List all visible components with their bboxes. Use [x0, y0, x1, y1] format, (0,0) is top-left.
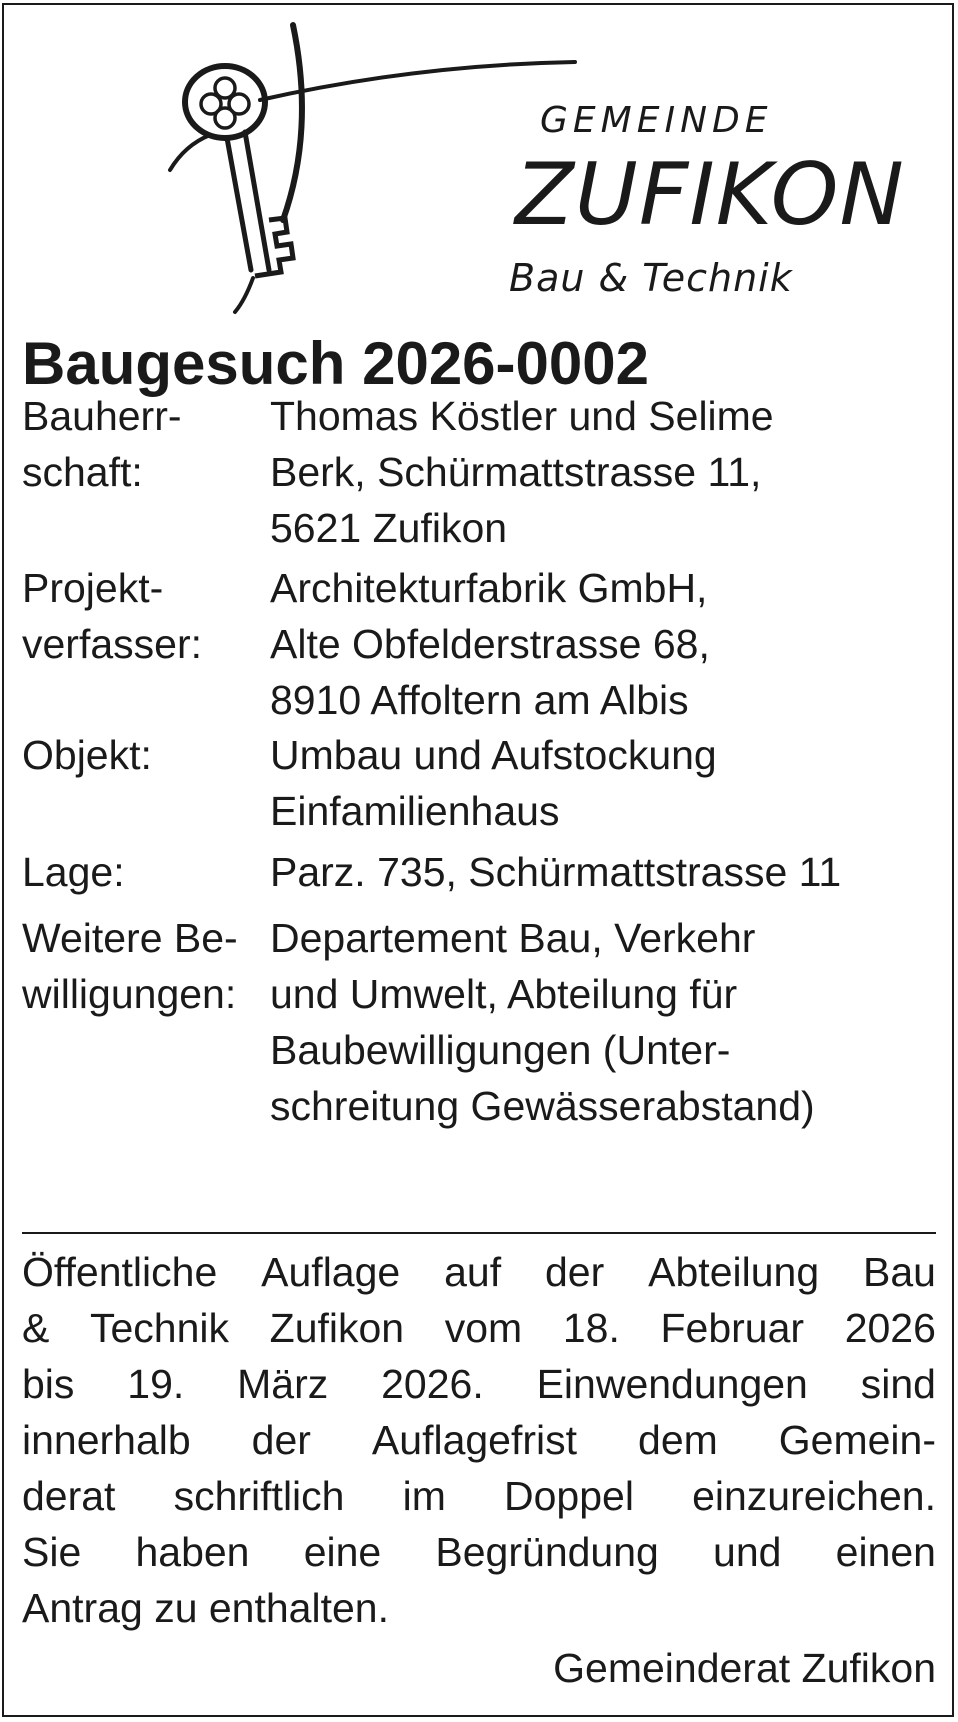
- field-label-line: verfasser:: [22, 621, 202, 667]
- notice-word: haben: [135, 1529, 250, 1575]
- field-label-line: willigungen:: [22, 971, 237, 1017]
- field-value-line: Departement Bau, Verkehr: [270, 915, 756, 961]
- field-value-line: Umbau und Aufstockung: [270, 732, 717, 778]
- notice-line: [22, 1524, 936, 1580]
- notice-word: der: [251, 1417, 311, 1463]
- field-label: [22, 560, 202, 672]
- notice-word: &: [22, 1305, 50, 1351]
- notice-word: eine: [303, 1529, 382, 1575]
- notice-word: auf: [444, 1249, 502, 1295]
- notice-word: vom: [444, 1305, 523, 1351]
- field-label-line: Lage:: [22, 849, 125, 895]
- field-value-line: Einfamilienhaus: [270, 788, 560, 834]
- field-label-line: Weitere Be-: [22, 915, 238, 961]
- page-title: Baugesuch 2026-0002: [22, 330, 650, 397]
- notice-word: Technik: [90, 1305, 230, 1351]
- notice-word: einen: [835, 1529, 936, 1575]
- public-notice-text: [22, 1244, 936, 1636]
- field-value: [270, 844, 841, 900]
- field-value-line: Berk, Schürmattstrasse 11,: [270, 449, 762, 495]
- notice-line: [22, 1468, 936, 1524]
- field-label-line: Bauherr-: [22, 393, 182, 439]
- field-label: [22, 727, 152, 783]
- notice-word: Abteilung: [648, 1249, 820, 1295]
- field-value-line: 8910 Affoltern am Albis: [270, 677, 689, 723]
- notice-word: einzureichen.: [692, 1473, 936, 1519]
- notice-word: 18.: [562, 1305, 620, 1351]
- section-divider: [22, 1232, 936, 1234]
- notice-line: [22, 1412, 936, 1468]
- notice-word: Auflage: [261, 1249, 401, 1295]
- field-label: [22, 844, 125, 900]
- field-value-line: 5621 Zufikon: [270, 505, 508, 551]
- field-label: [22, 910, 238, 1022]
- field-value-line: Parz. 735, Schürmattstrasse 11: [270, 849, 842, 895]
- field-label: [22, 388, 182, 500]
- notice-word: im: [402, 1473, 446, 1519]
- notice-word: 19.: [127, 1361, 185, 1407]
- logo-department-text: Bau & Technik: [509, 256, 793, 300]
- field-value-line: Baubewilligungen (Unter-: [270, 1027, 731, 1073]
- field-value: [270, 910, 815, 1134]
- notice-word: schriftlich: [173, 1473, 345, 1519]
- logo-zufikon-text: ZUFIKON: [515, 145, 905, 245]
- field-label-line: Projekt-: [22, 565, 164, 611]
- signature: Gemeinderat Zufikon: [553, 1645, 936, 1691]
- notice-word: und: [713, 1529, 782, 1575]
- notice-line: [22, 1356, 936, 1412]
- notice-line: [22, 1244, 936, 1300]
- notice-word: derat: [22, 1473, 116, 1519]
- notice-word: bis: [22, 1361, 75, 1407]
- notice-word: 2026: [844, 1305, 936, 1351]
- notice-word: 2026.: [381, 1361, 484, 1407]
- notice-word: sind: [860, 1361, 936, 1407]
- logo-gemeinde-text: GEMEINDE: [540, 100, 773, 141]
- notice-word: Doppel: [504, 1473, 634, 1519]
- field-value: [270, 560, 710, 728]
- field-value-line: und Umwelt, Abteilung für: [270, 971, 738, 1017]
- field-label-line: schaft:: [22, 449, 143, 495]
- municipality-logo: [165, 20, 905, 330]
- field-label-line: Objekt:: [22, 732, 152, 778]
- field-value-line: Alte Obfelderstrasse 68,: [270, 621, 710, 667]
- notice-word: Gemein-: [778, 1417, 936, 1463]
- notice-word: Zufikon: [269, 1305, 405, 1351]
- notice-word: März: [237, 1361, 329, 1407]
- notice-word: Begründung: [435, 1529, 659, 1575]
- field-value-line: Architekturfabrik GmbH,: [270, 565, 708, 611]
- field-value-line: Thomas Köstler und Selime: [270, 393, 774, 439]
- notice-word: dem: [638, 1417, 718, 1463]
- notice-word: Februar: [660, 1305, 805, 1351]
- notice-word: innerhalb: [22, 1417, 191, 1463]
- notice-word: Sie: [22, 1529, 82, 1575]
- notice-word: Auflagefrist: [371, 1417, 578, 1463]
- field-value-line: schreitung Gewässerabstand): [270, 1083, 815, 1129]
- notice-word: Einwendungen: [536, 1361, 808, 1407]
- notice-line: [22, 1300, 936, 1356]
- notice-word: Öffentliche: [22, 1249, 218, 1295]
- field-value: [270, 727, 717, 839]
- notice-word: der: [545, 1249, 605, 1295]
- notice-line: Antrag zu enthalten.: [22, 1585, 389, 1631]
- notice-word: Bau: [863, 1249, 936, 1295]
- field-value: [270, 388, 774, 556]
